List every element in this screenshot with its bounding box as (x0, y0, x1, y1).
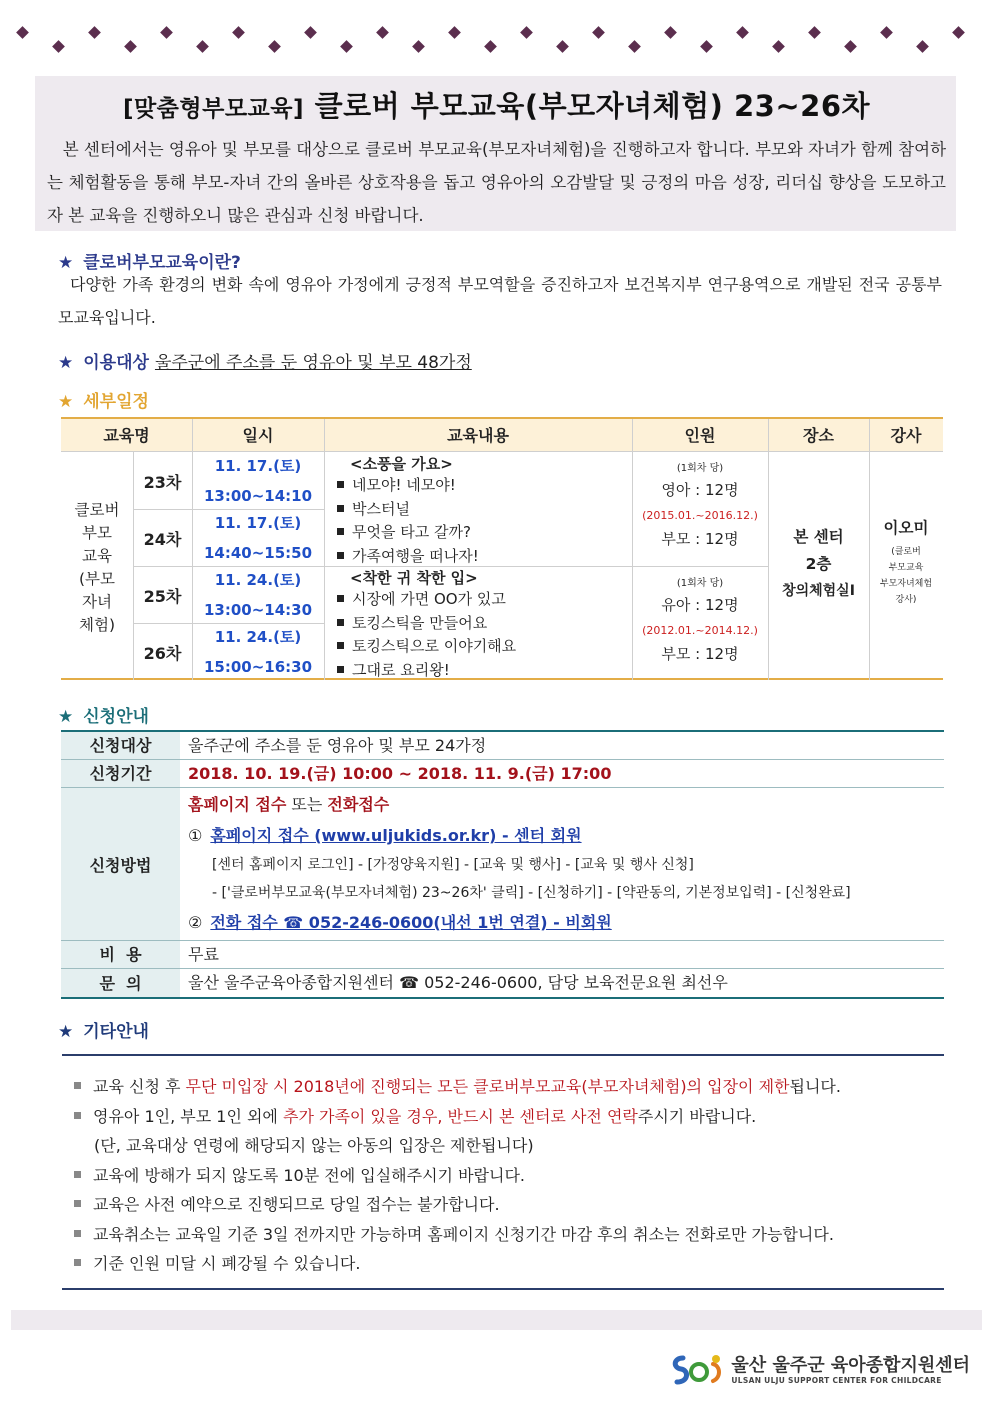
session-time: 13:00~14:30 (203, 601, 313, 619)
col-header-program: 교육명 (61, 419, 192, 452)
header-box (35, 76, 956, 231)
about-paragraph: 다양한 가족 환경의 변화 속에 영유아 가정에게 긍정적 부모역할을 증진하고자 보건복지부 연구용역으로 개발된 전국 공통부모교육입니다. (58, 275, 942, 327)
content-title: <소풍을 가요> (350, 455, 453, 473)
session-time: 14:40~15:50 (203, 544, 313, 562)
decorative-dot (484, 40, 497, 53)
decorative-dot (448, 26, 461, 39)
capacity-child: 영아 : 12명 (661, 481, 739, 499)
program-line: (부모 (79, 570, 115, 588)
app-value: 무료 (188, 945, 219, 964)
decorative-dot (196, 40, 209, 53)
program-line: 클로버 (74, 501, 120, 519)
app-label: 신청방법 (61, 788, 180, 940)
decorative-dot (736, 26, 749, 39)
decorative-dot (340, 40, 353, 53)
star-icon: ★ (58, 392, 74, 412)
session-date: 11. 24.(토) (214, 628, 302, 646)
content-item: 네모야! 네모야! (337, 474, 627, 498)
misc-heading (58, 1017, 149, 1042)
app-row-contact (61, 969, 944, 997)
program-line: 자녀 (82, 593, 112, 611)
app-label: 문 의 (61, 969, 180, 997)
content-item: 가족여행을 떠나자! (337, 545, 627, 569)
place (768, 524, 869, 605)
method-or: 또는 (286, 795, 328, 814)
program-line: 체험) (79, 616, 115, 634)
instructor-name: 이오미 (883, 519, 929, 537)
org-eng: ULSAN ULJU SUPPORT CENTER FOR CHILDCARE (731, 1375, 942, 1385)
target-heading (58, 348, 472, 373)
program-name (61, 499, 133, 637)
decorative-dot (916, 40, 929, 53)
decorative-dot (808, 26, 821, 39)
app-value: 울산 울주군육아종합지원센터 ☎ 052-246-0600, 담당 보육전문요원 최선우 (188, 973, 728, 992)
decorative-dot (700, 40, 713, 53)
note-item: 교육에 방해가 되지 않도록 10분 전에 입실해주시기 바랍니다. (74, 1161, 944, 1191)
intro-paragraph: 본 센터에서는 영유아 및 부모를 대상으로 클로버 부모교육(부모자녀체험)을 진행하고자 합니다. 부모와 자녀가 함께 참여하는 체험활동을 통해 부모-자녀 간의 올바른 상호작용을 돕고 영유아의 오감발달 및 긍정의 마음 성장, 리더십 향상을 도모하고자 본 교육을 진행하오니 많은 관심과 신청 바랍니다. (47, 140, 947, 225)
capacity-child: 유아 : 12명 (661, 596, 739, 614)
method1-step1: [센터 홈페이지 로그인] - [가정양육지원] - [교육 및 행사] - [교육 및 행사 신청] (212, 857, 694, 873)
application-table (61, 730, 944, 999)
method1-num: ① (188, 826, 203, 845)
instructor-role: (클로버 (891, 547, 921, 557)
decorative-dot (880, 26, 893, 39)
homepage-link[interactable]: 홈페이지 접수 (www.uljukids.or.kr) - 센터 회원 (210, 826, 582, 845)
star-icon: ★ (58, 253, 74, 273)
decorative-dot (16, 26, 29, 39)
content-item: 토킹스틱을 만들어요 (337, 612, 627, 636)
target-text: 울주군에 주소를 둔 영유아 및 부모 48가정 (154, 353, 472, 373)
phone-link[interactable]: 전화 접수 ☎ 052-246-0600(내선 1번 연결) - 비회원 (210, 913, 612, 932)
session-date: 11. 17.(토) (214, 514, 302, 532)
place-line: 2층 (805, 555, 832, 573)
org-logo (669, 1352, 970, 1388)
capacity-block (632, 459, 768, 549)
app-row-target (61, 732, 944, 760)
org-name: 울산 울주군 육아종합지원센터 (731, 1354, 970, 1376)
decorative-dot (376, 26, 389, 39)
instructor (869, 516, 943, 608)
app-label: 비 용 (61, 941, 180, 968)
session-date: 11. 17.(토) (214, 457, 302, 475)
capacity-range: (2015.01.~2016.12.) (642, 509, 758, 522)
content-item: 박스터널 (337, 498, 627, 522)
content-item: 무엇을 타고 갈까? (337, 521, 627, 545)
schedule-table (61, 417, 943, 680)
content-block (337, 567, 627, 682)
decorative-dot (628, 40, 641, 53)
place-line: 본 센터 (793, 528, 844, 546)
col-header-capacity: 인원 (632, 419, 768, 452)
instructor-role: 부모자녀체험 (879, 579, 933, 589)
decorative-dot (844, 40, 857, 53)
instructor-role: 부모교육 (888, 563, 924, 573)
instructor-role: 강사) (895, 595, 917, 605)
decorative-dot (160, 26, 173, 39)
method-phone: 전화접수 (327, 795, 390, 814)
app-row-fee (61, 941, 944, 969)
decorative-dot (772, 40, 785, 53)
decorative-dot (412, 40, 425, 53)
app-label: 신청대상 (61, 732, 180, 759)
program-line: 교육 (82, 547, 112, 565)
session-round: 24차 (143, 530, 182, 549)
session-time: 13:00~14:10 (203, 487, 313, 505)
method-homepage: 홈페이지 접수 (188, 795, 287, 814)
capacity-range: (2012.01.~2014.12.) (642, 624, 758, 637)
title-main: 클로버 부모교육(부모자녀체험) 23~26차 (314, 89, 871, 123)
note-item: 교육취소는 교육일 기준 3일 전까지만 가능하며 홈페이지 신청기간 마감 후의 취소는 전화로만 가능합니다. (74, 1220, 944, 1250)
content-item: 토킹스틱으로 이야기해요 (337, 635, 627, 659)
method1-step2: - ['클로버부모교육(부모자녀체험) 23~26차' 클릭] - [신청하기] - [약관동의, 기본정보입력] - [신청완료] (212, 885, 851, 901)
capacity-per: (1회차 당) (676, 578, 724, 589)
capacity-block (632, 574, 768, 664)
session-round: 26차 (143, 644, 182, 663)
col-header-place: 장소 (768, 419, 869, 452)
title-prefix: [맞춤형부모교육] (122, 96, 305, 122)
app-label: 신청기간 (61, 760, 180, 787)
decorative-dot (124, 40, 137, 53)
misc-heading-text: 기타안내 (83, 1022, 149, 1042)
target-heading-text: 이용대상 (83, 353, 149, 373)
misc-notes (62, 1054, 944, 1290)
content-item: 시장에 가면 OO가 있고 (337, 588, 627, 612)
session-round: 25차 (143, 587, 182, 606)
program-line: 부모 (82, 524, 112, 542)
capacity-per: (1회차 당) (676, 463, 724, 474)
decorative-dot (232, 26, 245, 39)
content-block (337, 453, 627, 568)
decorative-dot (304, 26, 317, 39)
schedule-heading (58, 387, 149, 412)
decorative-dot (520, 26, 533, 39)
decorative-dot (52, 40, 65, 53)
note-item: 영유아 1인, 부모 1인 외에 추가 가족이 있을 경우, 반드시 본 센터로 사전 연락주시기 바랍니다. (74, 1102, 944, 1132)
decorative-dot-border (0, 24, 992, 58)
capacity-parent: 부모 : 12명 (661, 645, 739, 663)
method2-num: ② (188, 913, 203, 932)
star-icon: ★ (58, 707, 74, 727)
about-heading-text: 클로버부모교육이란? (83, 253, 241, 273)
content-title: <착한 귀 착한 입> (350, 569, 478, 587)
session-time: 15:00~16:30 (203, 658, 313, 676)
note-item: 기준 인원 미달 시 폐강될 수 있습니다. (74, 1249, 944, 1279)
note-item: 교육은 사전 예약으로 진행되므로 당일 접수는 불가합니다. (74, 1190, 944, 1220)
app-row-period (61, 760, 944, 788)
logo-icon (669, 1352, 725, 1388)
content-item: 그대로 요리왕! (337, 659, 627, 683)
footer-bar (11, 1310, 982, 1330)
app-row-method (61, 788, 944, 941)
note-item: (단, 교육대상 연령에 해당되지 않는 아동의 입장은 제한됩니다) (94, 1136, 534, 1155)
session-date: 11. 24.(토) (214, 571, 302, 589)
about-text (58, 268, 942, 334)
decorative-dot (592, 26, 605, 39)
app-value: 울주군에 주소를 둔 영유아 및 부모 24가정 (188, 736, 487, 755)
place-line: 창의체험실Ⅰ (782, 583, 855, 599)
capacity-parent: 부모 : 12명 (661, 530, 739, 548)
star-icon: ★ (58, 1022, 74, 1042)
session-round: 23차 (143, 473, 182, 492)
decorative-dot (268, 40, 281, 53)
col-header-datetime: 일시 (192, 419, 324, 452)
col-header-content: 교육내용 (324, 419, 632, 452)
page-title (47, 84, 946, 125)
decorative-dot (556, 40, 569, 53)
application-heading-text: 신청안내 (83, 707, 149, 727)
intro-text (47, 133, 946, 232)
col-header-instructor: 강사 (869, 419, 943, 452)
schedule-heading-text: 세부일정 (83, 392, 149, 412)
app-value: 2018. 10. 19.(금) 10:00 ~ 2018. 11. 9.(금) 17:00 (188, 764, 612, 783)
note-item: 교육 신청 후 무단 미입장 시 2018년에 진행되는 모든 클로버부모교육(부모자녀체험)의 입장이 제한됩니다. (74, 1072, 944, 1102)
decorative-dot (952, 26, 965, 39)
decorative-dot (664, 26, 677, 39)
star-icon: ★ (58, 353, 74, 373)
decorative-dot (88, 26, 101, 39)
application-heading (58, 702, 149, 727)
